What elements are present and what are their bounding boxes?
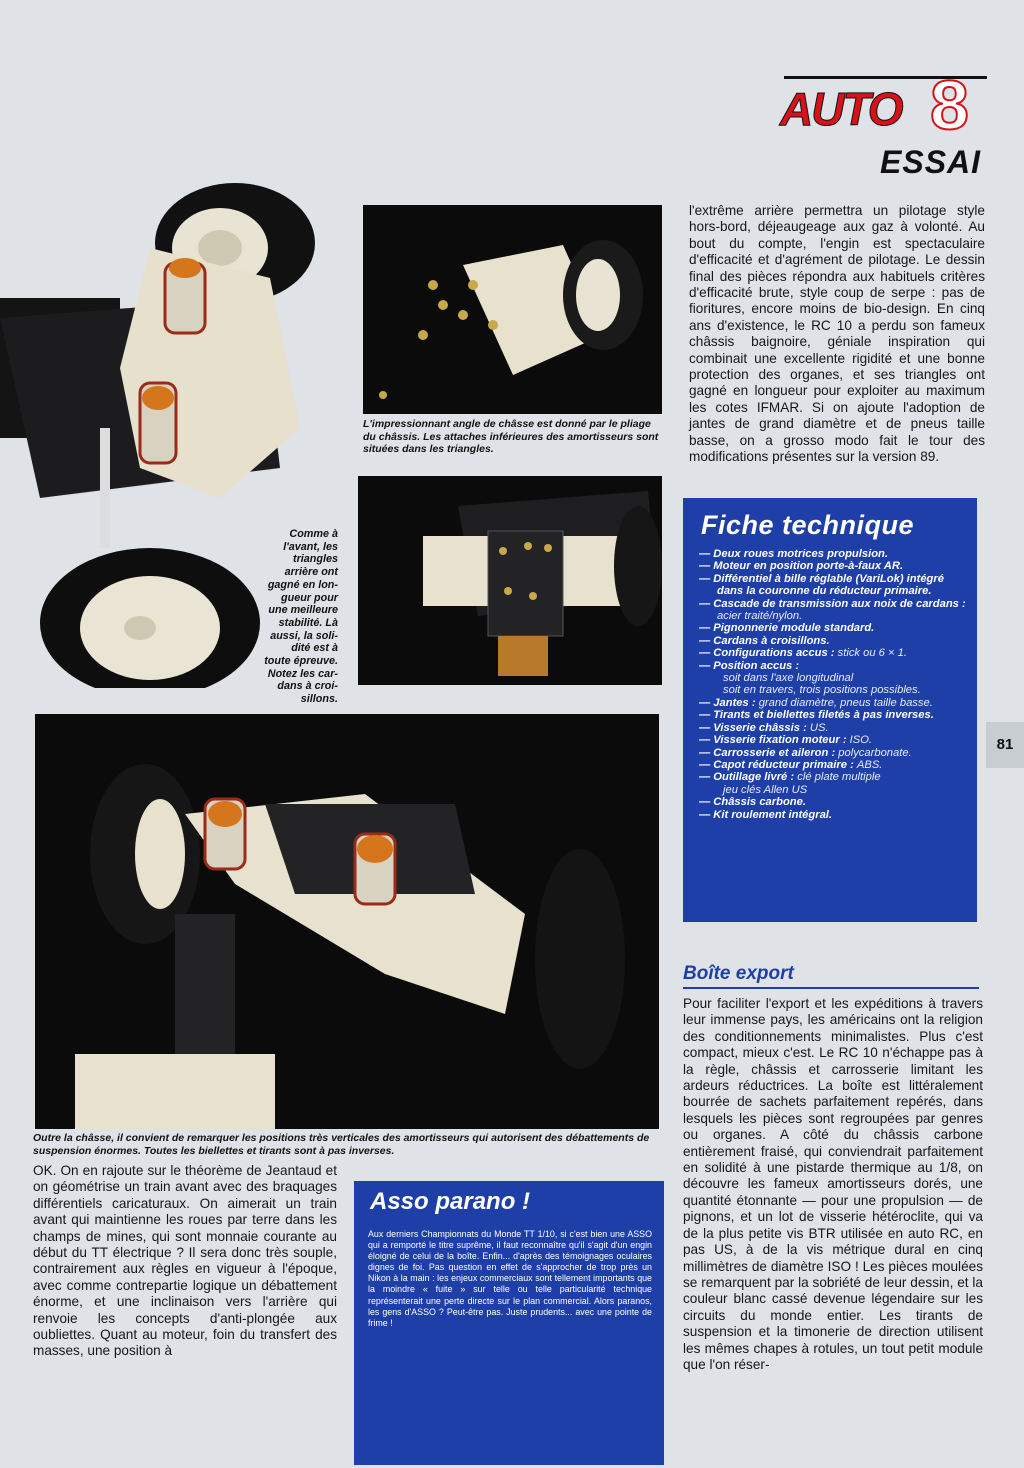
side-caption-line: dans à croi-	[277, 680, 338, 693]
asso-parano-title: Asso parano !	[370, 1188, 531, 1215]
spec-item-sub: soit dans l'axe longitudinal	[723, 672, 854, 685]
spec-item: — Châssis carbone.	[699, 796, 806, 809]
bottom-left-paragraph: OK. On en rajoute sur le théorème de Jeantaud et on géométrise un train avant avec des braquages différentiels caricaturaux. On aimerait un train avant qui maintienne les roues par terre dans les champs de mines, qui sont monnaie courante au début du TT électrique ? Il sera donc très souple, contrairement aux règles en vigueur à l'époque, avec comme contrepartie logique un débattement énorme, et une inclinaison vers l'arrière qui renvoie les concepts d'anti-plongée aux oubliettes. Quant au moteur, foin du transfert des masses, une position à	[33, 1163, 337, 1359]
spec-item: — Pignonnerie module standard.	[699, 622, 875, 635]
photo-rear-chassis	[358, 476, 662, 685]
spec-item: — Position accus : soit dans l'axe longitudinal soit en travers, trois positions possibles.	[699, 660, 967, 697]
spec-item-detail: US.	[809, 721, 829, 734]
spec-item: — Deux roues motrices propulsion.	[699, 548, 888, 560]
spec-item: — Jantes : grand diamètre, pneus taille basse.	[699, 696, 933, 709]
spec-item: — Moteur en position porte-à-faux AR.	[699, 560, 904, 573]
spec-item: — Visserie châssis : US.	[699, 721, 829, 734]
spec-item: — Visserie fixation moteur : ISO.	[699, 734, 873, 747]
photo-front-train	[35, 714, 659, 1129]
spec-item-sub: soit en travers, trois positions possibles.	[723, 684, 921, 697]
side-caption-rear-triangles	[238, 528, 338, 706]
spec-item-detail: clé plate multiple	[797, 771, 881, 784]
boite-export-paragraph: Pour faciliter l'export et les expéditions à travers leur immense pays, les américains ont la religion des conditionnements minimalistes. Plus c'est compact, mieux c'est. Le RC 10 n'échappe pas à la règle, châssis et carrosserie limitant les ardeurs réductrices. La boîte est littéralement bourrée de sachets parfaitement repérés, dans lesquels les pièces sont regroupées par genres ou organes. A côté du châssis carbone entièrement fraisé, qui conviendrait parfaitement en solidité à une pistarde thermique au 1/8, on découvre les fameux amortisseurs dorés, une quantité étonnante — pour une propulsion — de pignons, et un lot de visserie hétéroclite, qui va de la plus petite vis BTR utilisée en auto RC, en pas US, à de la vis métrique dural en cinq millimètres de diamètre ISO ! Les pièces moulées se remarquent par la sobriété de leur dessin, et la couleur blanc cassé devenue légendaire sur les circuits du monde entier. Les tirants de suspension et la timonerie de direction utilisent les mêmes chapes à rotules, un tout petit module que l'on réser-	[683, 996, 983, 1372]
magazine-logo-auto: AUTO	[780, 83, 902, 135]
spec-item-label: Pignonnerie module standard.	[713, 622, 875, 635]
spec-item-label: Deux roues motrices propulsion.	[713, 548, 888, 560]
spec-item: — Outillage livré : clé plate multiple jeu clés Allen US	[699, 771, 967, 796]
magazine-logo-number: 8	[930, 66, 969, 144]
side-caption-line: l'avant, les	[283, 540, 338, 553]
spec-item: — Capot réducteur primaire : ABS.	[699, 758, 883, 771]
spec-item: — Différentiel à bille réglable (VariLok) intégré dans la couronne du réducteur primaire.	[699, 572, 944, 598]
page-number: 81	[986, 722, 1024, 768]
spec-item-label: Moteur en position porte-à-faux AR.	[713, 560, 904, 573]
boite-export-title: Boîte export	[683, 963, 794, 984]
asso-parano-box	[354, 1181, 664, 1465]
caption-front-train: Outre la châsse, il convient de remarquer les positions très verticales des amortisseurs qui autorisent des débattements de suspension énormes. Toutes les biellettes et tirants sont à pas inverses.	[33, 1132, 650, 1157]
intro-paragraph: l'extrême arrière permettra un pilotage style hors-bord, déjeaugeage aux gaz à volonté. Au bout du compte, l'engin est spectaculaire d'efficacité et d'agrément de pilotage. Le dessin final des pièces répondra aux habituels critères d'efficacité brute, style coup de serpe : pas de fioritures, encore moins de bio-design. En cinq ans d'existence, le RC 10 a perdu son fameux châssis baignoire, géniale inspiration qui combinait une excellente rigidité et une bonne protection des organes, et ses triangles ont gagné en longueur pour exploiter au maximum les cotes IFMAR. Si on ajoute l'adoption de jantes de grand diamètre et de pneus taille basse, on a grosso modo fait le tour des modifications présentes sur la version 89.	[689, 203, 985, 465]
spec-item-label: Jantes :	[713, 696, 756, 709]
spec-item-label: Capot réducteur primaire :	[713, 758, 854, 771]
spec-item: — Cascade de transmission aux noix de cardans : acier traité/nylon.	[699, 597, 966, 623]
side-caption-line: Comme à	[289, 528, 338, 540]
spec-item-label: Tirants et biellettes filetés à pas inverses.	[713, 709, 934, 722]
side-caption-line: triangles	[292, 553, 338, 566]
spec-item-detail: polycarbonate.	[838, 746, 912, 759]
spec-list	[699, 548, 967, 821]
spec-item: — Configurations accus : stick ou 6 × 1.	[699, 647, 907, 660]
side-caption-line: une meilleure	[268, 604, 338, 617]
spec-item: — Kit roulement intégral.	[699, 808, 833, 821]
boite-export-rule	[683, 987, 979, 989]
side-caption-line: arrière ont	[284, 566, 338, 579]
side-caption-line: stabilité. Là	[278, 616, 338, 629]
spec-item-label: Cascade de transmission aux noix de cardans :	[713, 597, 966, 610]
side-caption-line: aussi, la soli-	[270, 629, 338, 642]
section-title: ESSAI	[880, 144, 982, 180]
spec-item: — Tirants et biellettes filetés à pas inverses.	[699, 709, 934, 722]
spec-item-label: Kit roulement intégral.	[713, 808, 833, 821]
spec-item: — Carrosserie et aileron : polycarbonate.	[699, 746, 912, 759]
spec-item-detail: ABS.	[856, 758, 883, 771]
caption-caster-angle: L'impressionnant angle de châsse est donné par le pliage du châssis. Les attaches inférieures des amortisseurs sont situées dans les triangles.	[363, 418, 659, 455]
asso-parano-text: Aux derniers Championnats du Monde TT 1/10, si c'est bien une ASSO qui a remporté le titre suprême, il faut reconnaître qu'il s'agit d'un engin éloigné de celui de la boîte. Enfin... d'après des témoignages oculaires dignes de foi. Pas question en effet de s'approcher de trop près un Nikon à la main : les enjeux commerciaux sont tellement importants que la moindre « fuite » sur telle ou telle particularité technique représenterait une perte directe sur le plan commercial. Alors paranos, les gens d'ASSO ? Peut-être pas. Juste prudents... avec une pointe de frime !	[368, 1229, 652, 1328]
spec-sheet-box	[683, 498, 977, 922]
spec-item-label: Carrosserie et aileron :	[713, 746, 836, 759]
spec-item-label: Châssis carbone.	[713, 796, 806, 809]
side-caption-line: gueur pour	[281, 591, 338, 604]
spec-item-label: Visserie châssis :	[713, 721, 807, 734]
side-caption-line: sillons.	[300, 693, 338, 706]
spec-item-detail: grand diamètre, pneus taille basse.	[758, 696, 933, 709]
side-caption-line: Notez les car-	[267, 667, 338, 680]
spec-item-detail: acier traité/nylon.	[717, 610, 803, 623]
spec-item-detail: stick ou 6 × 1.	[837, 647, 907, 660]
spec-item-label: Visserie fixation moteur :	[713, 734, 847, 747]
spec-item-sub: jeu clés Allen US	[723, 783, 808, 796]
spec-item-label: Différentiel à bille réglable (VariLok) intégré dans la couronne du réducteur primaire.	[713, 572, 944, 598]
spec-item-label: Cardans à croisillons.	[713, 634, 830, 647]
side-caption-line: gagné en lon-	[267, 578, 338, 591]
side-caption-line: dité est à	[291, 642, 338, 655]
spec-item: — Cardans à croisillons.	[699, 634, 830, 647]
photo-caster-angle	[363, 205, 662, 414]
spec-item-label: Outillage livré :	[713, 771, 795, 784]
spec-item-label: Configurations accus :	[713, 647, 835, 660]
spec-item-label: Position accus :	[713, 659, 800, 672]
spec-sheet-title: Fiche technique	[701, 510, 915, 540]
side-caption-line: toute épreuve.	[264, 655, 338, 668]
spec-item-detail: ISO.	[849, 734, 873, 747]
